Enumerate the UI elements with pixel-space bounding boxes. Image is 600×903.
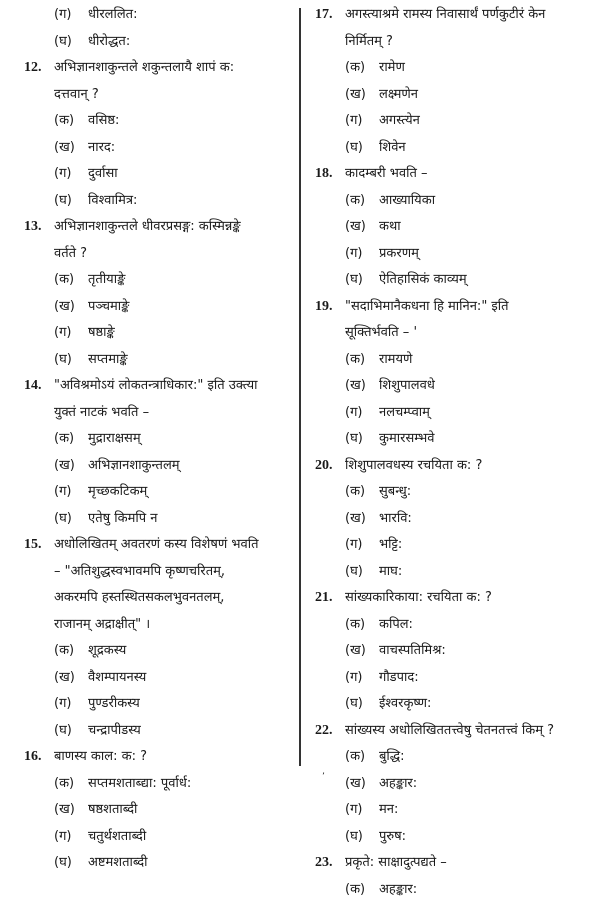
option-text: ऐतिहासिकं काव्यम् bbox=[379, 272, 467, 287]
option-label: (क) bbox=[345, 55, 379, 82]
question-text: प्रकृते: साक्षादुत्पद्यते – bbox=[345, 850, 447, 877]
question-number: 17. bbox=[315, 2, 333, 29]
option-line bbox=[315, 373, 595, 400]
option-label: (ग) bbox=[54, 691, 88, 718]
question-number: 23. bbox=[315, 850, 333, 877]
option-label: (घ) bbox=[54, 850, 88, 877]
question-block bbox=[24, 744, 296, 877]
option-line bbox=[315, 638, 595, 665]
option-text: मृच्छकटिकम् bbox=[88, 484, 147, 499]
question-block bbox=[24, 532, 296, 744]
option-label: (घ) bbox=[345, 559, 379, 586]
option-label: (घ) bbox=[54, 188, 88, 215]
question-line bbox=[315, 718, 595, 745]
option-text: सुबन्धु: bbox=[379, 484, 411, 499]
option-text: कपिल: bbox=[379, 617, 413, 632]
question-text: अभिज्ञानशाकुन्तले धीवरप्रसङ्ग: कस्मिन्नङ्के bbox=[54, 214, 241, 241]
question-block bbox=[24, 214, 296, 373]
option-line bbox=[24, 718, 296, 745]
question-text: दत्तवान् ? bbox=[54, 82, 99, 109]
option-line bbox=[315, 532, 595, 559]
option-text: मन: bbox=[379, 802, 398, 817]
option-text: वैशम्पायनस्य bbox=[88, 670, 146, 685]
option-text: शूद्रकस्य bbox=[88, 643, 126, 658]
question-line bbox=[315, 2, 595, 29]
question-text: सांख्यकारिकाया: रचयिता क: ? bbox=[345, 585, 492, 612]
option-line bbox=[315, 400, 595, 427]
question-line bbox=[315, 585, 595, 612]
option-text: आख्यायिका bbox=[379, 193, 435, 208]
option-line bbox=[315, 559, 595, 586]
question-text: बाणस्य काल: क: ? bbox=[54, 744, 147, 771]
question-line bbox=[315, 850, 595, 877]
option-text: चतुर्थशताब्दी bbox=[88, 829, 146, 844]
option-text: दुर्वासा bbox=[88, 166, 118, 181]
question-continuation bbox=[315, 29, 595, 56]
option-line bbox=[24, 771, 296, 798]
question-block bbox=[315, 453, 595, 586]
option-line bbox=[315, 214, 595, 241]
question-block bbox=[315, 294, 595, 453]
option-line bbox=[24, 850, 296, 877]
option-line bbox=[24, 29, 296, 56]
question-text: अगस्त्याश्रमे रामस्य निवासार्थं पर्णकुटीरं केन bbox=[345, 2, 545, 29]
option-label: (क) bbox=[54, 771, 88, 798]
option-text: चन्द्रापीडस्य bbox=[88, 723, 141, 738]
option-text: अगस्त्येन bbox=[379, 113, 420, 128]
option-text: षष्ठशताब्दी bbox=[88, 802, 137, 817]
question-text: अकरमपि हस्तस्थितसकलभुवनतलम्, bbox=[54, 585, 224, 612]
option-label: (क) bbox=[345, 347, 379, 374]
option-line bbox=[24, 108, 296, 135]
option-line bbox=[315, 188, 595, 215]
option-text: मुद्राराक्षसम् bbox=[88, 431, 141, 446]
option-line bbox=[24, 267, 296, 294]
option-line bbox=[24, 161, 296, 188]
option-text: पञ्चमाङ्के bbox=[88, 299, 129, 314]
option-label: (ख) bbox=[345, 373, 379, 400]
option-label: (क) bbox=[54, 426, 88, 453]
question-number: 20. bbox=[315, 453, 333, 480]
option-label: (ग) bbox=[345, 400, 379, 427]
option-label: (ख) bbox=[54, 294, 88, 321]
option-line bbox=[24, 797, 296, 824]
option-line bbox=[24, 188, 296, 215]
option-line bbox=[315, 82, 595, 109]
question-continuation bbox=[24, 400, 296, 427]
option-line bbox=[315, 506, 595, 533]
option-text: रामेण bbox=[379, 60, 405, 75]
option-line bbox=[315, 267, 595, 294]
option-label: (क) bbox=[345, 188, 379, 215]
right-column bbox=[315, 2, 595, 903]
option-line bbox=[315, 877, 595, 903]
option-line bbox=[24, 638, 296, 665]
option-line bbox=[24, 824, 296, 851]
option-line bbox=[315, 108, 595, 135]
option-label: (घ) bbox=[345, 426, 379, 453]
question-block bbox=[315, 718, 595, 851]
option-label: (ग) bbox=[54, 2, 88, 29]
option-label: (ख) bbox=[345, 214, 379, 241]
option-label: (ख) bbox=[54, 453, 88, 480]
option-label: (ग) bbox=[54, 320, 88, 347]
option-label: (घ) bbox=[345, 135, 379, 162]
question-number: 21. bbox=[315, 585, 333, 612]
option-text: एतेषु किमपि न bbox=[88, 511, 157, 526]
option-line bbox=[315, 771, 595, 798]
option-text: अष्टमशताब्दी bbox=[88, 855, 148, 870]
question-text: युक्तं नाटकं भवति – bbox=[54, 400, 149, 427]
option-text: वाचस्पतिमिश्र: bbox=[379, 643, 446, 658]
option-line bbox=[24, 426, 296, 453]
option-label: (ख) bbox=[54, 135, 88, 162]
question-text: अभिज्ञानशाकुन्तले शकुन्तलायै शापं क: bbox=[54, 55, 234, 82]
option-line bbox=[315, 479, 595, 506]
question-block bbox=[315, 2, 595, 161]
option-text: पुण्डरीकस्य bbox=[88, 696, 140, 711]
option-text: विश्वामित्र: bbox=[88, 193, 137, 208]
option-label: (ग) bbox=[345, 665, 379, 692]
option-label: (घ) bbox=[54, 506, 88, 533]
option-line bbox=[24, 691, 296, 718]
option-label: (ग) bbox=[345, 241, 379, 268]
option-label: (ख) bbox=[345, 638, 379, 665]
question-line bbox=[24, 55, 296, 82]
option-label: (ग) bbox=[345, 532, 379, 559]
question-block bbox=[24, 373, 296, 532]
option-text: भट्टि: bbox=[379, 537, 402, 552]
left-column bbox=[24, 2, 296, 877]
option-line bbox=[24, 135, 296, 162]
option-label: (क) bbox=[345, 744, 379, 771]
option-text: पुरुष: bbox=[379, 829, 406, 844]
question-text: सांख्यस्य अधोलिखिततत्त्वेषु चेतनतत्त्वं किम् ? bbox=[345, 718, 554, 745]
question-number: 19. bbox=[315, 294, 333, 321]
question-number: 13. bbox=[24, 214, 42, 241]
option-text: नारद: bbox=[88, 140, 115, 155]
question-continuation bbox=[24, 241, 296, 268]
question-continuation bbox=[24, 559, 296, 586]
option-label: (ग) bbox=[345, 797, 379, 824]
question-block bbox=[24, 55, 296, 214]
question-number: 18. bbox=[315, 161, 333, 188]
option-text: नलचम्प्वाम् bbox=[379, 405, 430, 420]
question-continuation bbox=[24, 82, 296, 109]
question-continuation bbox=[315, 320, 595, 347]
option-label: (ख) bbox=[54, 797, 88, 824]
question-number: 12. bbox=[24, 55, 42, 82]
option-label: (घ) bbox=[54, 29, 88, 56]
question-number: 14. bbox=[24, 373, 42, 400]
question-line bbox=[315, 453, 595, 480]
question-line bbox=[24, 373, 296, 400]
option-text: धीरललित: bbox=[88, 7, 137, 22]
option-text: माघ: bbox=[379, 564, 402, 579]
option-text: भारवि: bbox=[379, 511, 412, 526]
question-continuation bbox=[24, 585, 296, 612]
option-label: (ख) bbox=[345, 82, 379, 109]
option-line bbox=[315, 612, 595, 639]
option-line bbox=[24, 2, 296, 29]
question-number: 22. bbox=[315, 718, 333, 745]
option-text: ईश्वरकृष्ण: bbox=[379, 696, 431, 711]
option-line bbox=[315, 347, 595, 374]
question-text: शिशुपालवधस्य रचयिता क: ? bbox=[345, 453, 482, 480]
option-text: बुद्धि: bbox=[379, 749, 405, 764]
option-text: षष्ठाङ्के bbox=[88, 325, 115, 340]
option-text: लक्ष्मणेन bbox=[379, 87, 418, 102]
option-label: (क) bbox=[54, 108, 88, 135]
option-label: (घ) bbox=[54, 718, 88, 745]
option-text: शिशुपालवधे bbox=[379, 378, 435, 393]
question-line bbox=[24, 744, 296, 771]
option-line bbox=[24, 320, 296, 347]
option-text: गौडपाद: bbox=[379, 670, 419, 685]
option-label: (ख) bbox=[345, 771, 379, 798]
question-number: 15. bbox=[24, 532, 42, 559]
option-label: (क) bbox=[345, 877, 379, 903]
option-text: वसिष्ठ: bbox=[88, 113, 119, 128]
option-line bbox=[315, 691, 595, 718]
option-text: सप्तमशताब्द्या: पूर्वार्ध: bbox=[88, 776, 191, 791]
option-label: (क) bbox=[345, 612, 379, 639]
question-block bbox=[315, 850, 595, 903]
option-label: (ख) bbox=[54, 665, 88, 692]
question-line bbox=[24, 532, 296, 559]
option-text: सप्तमाङ्के bbox=[88, 352, 128, 367]
option-line bbox=[24, 506, 296, 533]
option-text: शिवेन bbox=[379, 140, 406, 155]
option-label: (क) bbox=[54, 267, 88, 294]
option-label: (क) bbox=[54, 638, 88, 665]
question-text: – "अतिशुद्धस्वभावमपि कृष्णचरितम्, bbox=[54, 559, 225, 586]
option-label: (घ) bbox=[54, 347, 88, 374]
option-line bbox=[315, 744, 595, 771]
option-text: अहङ्कार: bbox=[379, 776, 417, 791]
question-line bbox=[315, 161, 595, 188]
question-text: कादम्बरी भवति – bbox=[345, 161, 428, 188]
option-text: रामयणे bbox=[379, 352, 412, 367]
option-label: (क) bbox=[345, 479, 379, 506]
option-text: अभिज्ञानशाकुन्तलम् bbox=[88, 458, 180, 473]
option-label: (घ) bbox=[345, 824, 379, 851]
option-label: (ग) bbox=[54, 161, 88, 188]
page-mark: ʼ bbox=[322, 772, 325, 782]
option-line bbox=[24, 453, 296, 480]
option-line bbox=[24, 347, 296, 374]
question-text: "अविश्रमोऽयं लोकतन्त्राधिकार:" इति उक्त्या bbox=[54, 373, 258, 400]
option-line bbox=[315, 665, 595, 692]
question-line bbox=[24, 214, 296, 241]
option-text: कुमारसम्भवे bbox=[379, 431, 435, 446]
question-text: "सदाभिमानैकधना हि मानिन:" इति bbox=[345, 294, 509, 321]
question-text: सूक्तिर्भवति – ' bbox=[345, 320, 417, 347]
option-text: प्रकरणम् bbox=[379, 246, 419, 261]
option-line bbox=[24, 665, 296, 692]
option-line bbox=[24, 479, 296, 506]
option-line bbox=[315, 135, 595, 162]
option-line bbox=[315, 797, 595, 824]
option-text: कथा bbox=[379, 219, 401, 234]
option-label: (घ) bbox=[345, 267, 379, 294]
option-line bbox=[24, 294, 296, 321]
option-text: तृतीयाङ्के bbox=[88, 272, 125, 287]
option-label: (घ) bbox=[345, 691, 379, 718]
option-text: धीरोद्धत: bbox=[88, 34, 130, 49]
option-label: (ख) bbox=[345, 506, 379, 533]
option-line bbox=[315, 824, 595, 851]
option-line bbox=[315, 241, 595, 268]
question-block bbox=[315, 585, 595, 718]
option-label: (ग) bbox=[54, 479, 88, 506]
question-text: वर्तते ? bbox=[54, 241, 87, 268]
question-continuation bbox=[24, 612, 296, 639]
question-text: अधोलिखितम् अवतरणं कस्य विशेषणं भवति bbox=[54, 532, 259, 559]
question-block bbox=[315, 161, 595, 294]
option-label: (ग) bbox=[345, 108, 379, 135]
option-line bbox=[315, 426, 595, 453]
option-line bbox=[315, 55, 595, 82]
option-text: अहङ्कार: bbox=[379, 882, 417, 897]
column-divider bbox=[299, 8, 301, 766]
question-number: 16. bbox=[24, 744, 42, 771]
question-text: निर्मितम् ? bbox=[345, 29, 393, 56]
question-text: राजानम् अद्राक्षीत्" । bbox=[54, 612, 150, 639]
question-line bbox=[315, 294, 595, 321]
option-label: (ग) bbox=[54, 824, 88, 851]
